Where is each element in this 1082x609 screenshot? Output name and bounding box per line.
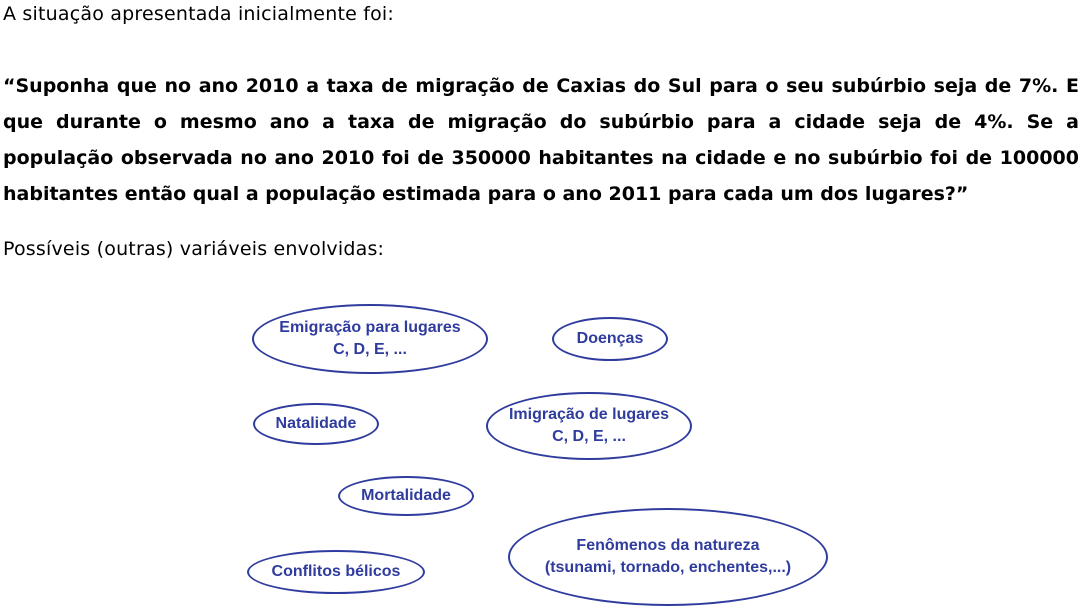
intro-text: A situação apresentada inicialmente foi: — [3, 3, 395, 25]
wars-line1: Conflitos bélicos — [271, 563, 401, 580]
mortality-node — [338, 476, 474, 516]
problem-statement: “Suponha que no ano 2010 a taxa de migração de Caxias do Sul para o seu subúrbio seja de 7%. E que durante o mesmo ano a taxa de migração do subúrbio para a cidade seja de 4%. Se a população observada no ano 2010 foi de 350000 habitantes na cidade e no subúrbio foi de 100000 habitantes então qual a população estimada para o ano 2011 para cada um dos lugares?” — [3, 75, 1079, 205]
mortality-line1: Mortalidade — [361, 487, 451, 504]
diseases-node — [552, 317, 668, 361]
immigration-line1: Imigração de lugares — [508, 406, 670, 423]
emigration-line2: C, D, E, ... — [333, 341, 407, 358]
natural-phenomena-line1: Fenômenos da natureza — [576, 537, 760, 554]
emigration-node — [252, 304, 488, 374]
birth-rate-node — [253, 403, 379, 445]
diseases-line1: Doenças — [576, 330, 644, 347]
immigration-node — [486, 392, 692, 460]
variables-label: Possíveis (outras) variáveis envolvidas: — [3, 238, 385, 260]
birth-rate-line1: Natalidade — [275, 415, 357, 432]
wars-node — [247, 550, 425, 594]
emigration-line1: Emigração para lugares — [279, 319, 461, 336]
natural-phenomena-line2: (tsunami, tornado, enchentes,...) — [544, 559, 792, 576]
immigration-line2: C, D, E, ... — [552, 428, 626, 445]
natural-phenomena-node — [508, 508, 828, 606]
